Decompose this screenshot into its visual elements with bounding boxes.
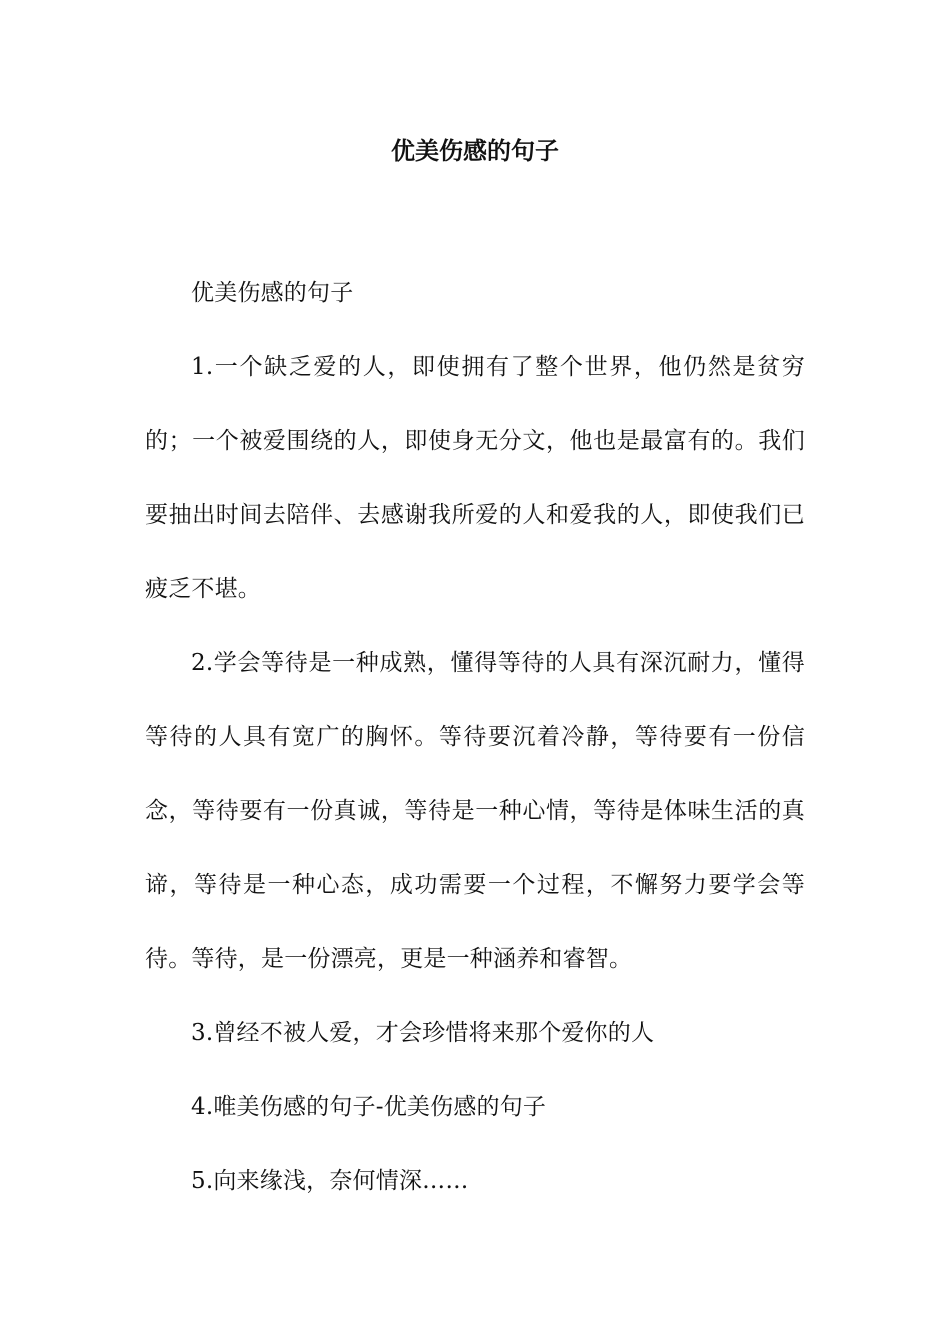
document-body (145, 256, 805, 1218)
document-title: 优美伤感的句子 (391, 137, 559, 165)
paragraph-item-2: 2.学会等待是一种成熟，懂得等待的人具有深沉耐力，懂得等待的人具有宽广的胸怀。等待要沉着冷静，等待要有一份信念，等待要有一份真诚，等待是一种心情，等待是体味生活的真谛，等待是一种心态，成功需要一个过程，不懈努力要学会等待。等待，是一份漂亮，更是一种涵养和睿智。 (145, 650, 805, 972)
paragraph-item-5: 5.向来缘浅，奈何情深…… (191, 1168, 469, 1194)
paragraph-subtitle: 优美伤感的句子 (191, 280, 354, 306)
paragraph-item-4: 4.唯美伤感的句子-优美伤感的句子 (191, 1094, 547, 1120)
paragraph-item-3: 3.曾经不被人爱，才会珍惜将来那个爱你的人 (191, 1020, 655, 1046)
paragraph-item-1: 1.一个缺乏爱的人，即使拥有了整个世界，他仍然是贫穷的；一个被爱围绕的人，即使身无分文，他也是最富有的。我们要抽出时间去陪伴、去感谢我所爱的人和爱我的人，即使我们已疲乏不堪。 (145, 354, 805, 602)
